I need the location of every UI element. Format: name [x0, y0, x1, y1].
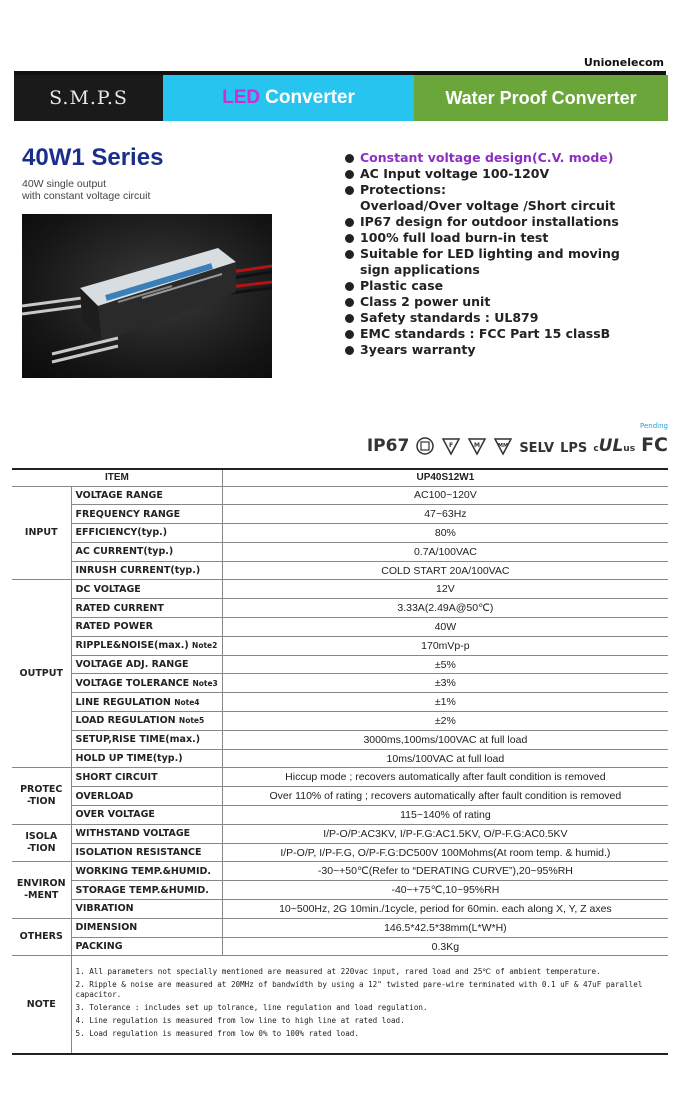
table-row [12, 918, 668, 937]
item-label: HOLD UP TIME(typ.) [75, 753, 183, 765]
feature-item [344, 262, 664, 278]
svg-text:MM: MM [498, 443, 509, 449]
row-value: -30~+50℃(Refer to “DERATING CURVE”),20~95%RH [222, 862, 668, 881]
cul-mark [593, 436, 635, 456]
mm-mark-icon [493, 436, 513, 456]
item-label: VIBRATION [75, 903, 134, 915]
subtitle-line: with constant voltage circuit [22, 190, 151, 202]
item-label: OVER VOLTAGE [75, 809, 155, 821]
table-row [12, 542, 668, 561]
bullet-icon [345, 346, 354, 355]
note-line: 3. Tolerance : includes set up tolrance, line regulation and load regulation. [75, 1002, 428, 1012]
item-label: STORAGE TEMP.&HUMID. [75, 884, 209, 896]
table-row [12, 505, 668, 524]
note-line: 5. Load regulation is measured from low 0% to 100% rated load. [75, 1028, 359, 1038]
item-label: VOLTAGE ADJ. RANGE [75, 659, 189, 671]
table-row [12, 900, 668, 919]
group-environment [12, 862, 71, 918]
bullet-icon [345, 218, 354, 227]
row-item [71, 580, 222, 599]
row-item [71, 542, 222, 561]
item-label: LOAD REGULATION [75, 715, 176, 727]
group-label: OTHERS [19, 931, 63, 943]
item-label: RATED POWER [75, 621, 153, 633]
table-row [12, 768, 668, 787]
row-item [71, 486, 222, 505]
feature-item [344, 246, 664, 262]
feature-text: Overload/Over voltage /Short circuit [360, 198, 616, 213]
feature-item [344, 342, 664, 358]
selv-mark: SELV [519, 441, 555, 456]
row-item [71, 561, 222, 580]
item-label: ISOLATION RESISTANCE [75, 847, 202, 859]
table-row [12, 787, 668, 806]
feature-text: EMC standards : FCC Part 15 classB [360, 326, 611, 341]
group-others [12, 918, 71, 956]
row-item [71, 881, 222, 900]
item-label: VOLTAGE TOLERANCE [75, 677, 190, 689]
feature-text: Safety standards : UL879 [360, 310, 539, 325]
product-image [22, 214, 272, 378]
item-label: SETUP,RISE TIME(max.) [75, 734, 201, 746]
item-label: RATED CURRENT [75, 602, 164, 614]
table-row [12, 806, 668, 825]
lps-mark: LPS [560, 441, 588, 456]
indent [344, 262, 360, 278]
row-item [71, 599, 222, 618]
row-value: 170mVp-p [222, 636, 668, 655]
item-label: PACKING [75, 941, 123, 953]
row-value: 10ms/100VAC at full load [222, 749, 668, 768]
row-value: ±1% [222, 693, 668, 712]
feature-text: Class 2 power unit [360, 294, 491, 309]
table-row [12, 749, 668, 768]
item-label: SHORT CIRCUIT [75, 771, 158, 783]
item-note: Note5 [178, 716, 205, 726]
pending-label: Pending [640, 422, 668, 430]
notes-body [71, 956, 668, 1054]
bullet-icon [345, 314, 354, 323]
bullet-icon [345, 330, 354, 339]
table-row [12, 693, 668, 712]
bullet-icon [345, 250, 354, 259]
group-label: NOTE [26, 998, 56, 1010]
m-mark-icon [467, 436, 487, 456]
group-input [12, 486, 71, 580]
row-item [71, 524, 222, 543]
item-label: INRUSH CURRENT(typ.) [75, 565, 201, 577]
row-value: I/P-O/P:AC3KV, I/P-F.G:AC1.5KV, O/P-F.G:AC0.5KV [222, 824, 668, 843]
group-label: ENVIRON -MENT [16, 878, 66, 902]
table-row [12, 881, 668, 900]
item-label: WITHSTAND VOLTAGE [75, 828, 191, 840]
group-label: OUTPUT [19, 667, 63, 679]
fcc-mark [640, 422, 668, 456]
note-line: 4. Line regulation is measured from low line to high line at rated load. [75, 1015, 405, 1025]
feature-item [344, 198, 664, 214]
row-item [71, 655, 222, 674]
item-label: VOLTAGE RANGE [75, 489, 163, 501]
row-item [71, 824, 222, 843]
cert-marks [366, 422, 668, 456]
row-value: 146.5*42.5*38mm(L*W*H) [222, 918, 668, 937]
item-label: FREQUENCY RANGE [75, 508, 181, 520]
item-note: Note2 [192, 641, 218, 651]
table-row [12, 618, 668, 637]
svg-text:M: M [474, 442, 481, 449]
spec-table [12, 468, 668, 1055]
f-mark-icon [441, 436, 461, 456]
row-item [71, 900, 222, 919]
group-label: PROTEC -TION [20, 784, 63, 808]
feature-text: 100% full load burn-in test [360, 230, 549, 245]
feature-item [344, 278, 664, 294]
row-item [71, 505, 222, 524]
item-label: OVERLOAD [75, 790, 134, 802]
feature-item [344, 310, 664, 326]
note-line: 1. All parameters not specially mentioned are measured at 220vac input, rared load and 25℃ of ambient temperature. [75, 967, 601, 977]
bullet-icon [345, 298, 354, 307]
table-header-row [12, 469, 668, 486]
table-row [12, 561, 668, 580]
feature-text: IP67 design for outdoor installations [360, 214, 619, 229]
row-item [71, 693, 222, 712]
table-row [12, 730, 668, 749]
row-value: Over 110% of rating ; recovers automatically after fault condition is removed [222, 787, 668, 806]
group-label: ISOLA -TION [25, 831, 58, 855]
bullet-icon [345, 186, 354, 195]
bullet-icon [345, 154, 354, 163]
item-label: EFFICIENCY(typ.) [75, 527, 168, 539]
item-label: AC CURRENT(typ.) [75, 546, 174, 558]
feature-text: Suitable for LED lighting and moving [360, 246, 620, 261]
band-led-converter[interactable] [163, 75, 414, 121]
row-value: Hiccup mode ; recovers automatically after fault condition is removed [222, 768, 668, 787]
group-label: INPUT [24, 526, 58, 538]
cul-c: c [593, 444, 599, 454]
group-isolation [12, 824, 71, 862]
row-value: 80% [222, 524, 668, 543]
series-subtitle [22, 178, 222, 202]
feature-list [344, 150, 664, 358]
table-row [12, 636, 668, 655]
row-value: 0.3Kg [222, 937, 668, 956]
feature-item [344, 214, 664, 230]
feature-item [344, 326, 664, 342]
row-value: 3000ms,100ms/100VAC at full load [222, 730, 668, 749]
bullet-icon [345, 170, 354, 179]
row-item [71, 937, 222, 956]
product-photo [22, 214, 272, 378]
row-value: 3.33A(2.49A@50℃) [222, 599, 668, 618]
row-value: 115~140% of rating [222, 806, 668, 825]
group-note [12, 956, 71, 1054]
feature-item [344, 150, 664, 166]
item-label: DIMENSION [75, 922, 138, 934]
fcc-letters: FC [641, 434, 668, 456]
cul-us: us [623, 444, 636, 454]
series-title: 40W1 Series [22, 144, 164, 171]
row-item [71, 787, 222, 806]
table-row [12, 486, 668, 505]
row-item [71, 730, 222, 749]
indent [344, 198, 360, 214]
feature-text: Constant voltage design(C.V. mode) [360, 150, 614, 165]
table-row [12, 524, 668, 543]
table-row [12, 862, 668, 881]
item-note: Note3 [192, 678, 218, 688]
led-word: LED [222, 87, 261, 108]
feature-item [344, 166, 664, 182]
bullet-icon [345, 282, 354, 291]
row-value: 10~500Hz, 2G 10min./1cycle, period for 60min. each along X, Y, Z axes [222, 900, 668, 919]
brand-name: Unionelecom [583, 56, 664, 69]
row-value: I/P-O/P, I/P-F.G, O/P-F.G:DC500V 100Mohms(At room temp. & humid.) [222, 843, 668, 862]
row-item [71, 618, 222, 637]
item-note: Note4 [174, 697, 200, 707]
row-item [71, 862, 222, 881]
band-waterproof[interactable]: Water Proof Converter [414, 75, 668, 121]
row-value: 0.7A/100VAC [222, 542, 668, 561]
double-insulation-icon [415, 436, 435, 456]
table-row [12, 843, 668, 862]
item-label: WORKING TEMP.&HUMID. [75, 865, 212, 877]
feature-text: AC Input voltage 100-120V [360, 166, 550, 181]
row-value: 40W [222, 618, 668, 637]
header-item: ITEM [12, 469, 222, 486]
row-item [71, 712, 222, 731]
row-item [71, 806, 222, 825]
cul-ul: UL [598, 436, 624, 456]
row-item [71, 768, 222, 787]
feature-text: sign applications [360, 262, 480, 277]
group-protection [12, 768, 71, 824]
notes-row [12, 956, 668, 1054]
row-value: ±3% [222, 674, 668, 693]
feature-text: Plastic case [360, 278, 444, 293]
row-value: 12V [222, 580, 668, 599]
row-value: AC100~120V [222, 486, 668, 505]
row-item [71, 636, 222, 655]
ip67-mark: IP67 [366, 436, 410, 456]
svg-text:F: F [449, 442, 454, 449]
row-item [71, 749, 222, 768]
row-item [71, 843, 222, 862]
group-output [12, 580, 71, 768]
row-value: 47~63Hz [222, 505, 668, 524]
table-row [12, 674, 668, 693]
table-row [12, 712, 668, 731]
note-line: 2. Ripple & noise are measured at 20MHz of bandwidth by using a 12" twisted pare-wire terminated with 0.1 uF & 47uF parallel capacitor. [75, 980, 643, 999]
band-smps[interactable]: S.M.P.S [14, 75, 163, 121]
row-value: COLD START 20A/100VAC [222, 561, 668, 580]
row-value: -40~+75℃,10~95%RH [222, 881, 668, 900]
table-row [12, 599, 668, 618]
feature-item [344, 230, 664, 246]
row-item [71, 674, 222, 693]
item-label: DC VOLTAGE [75, 583, 141, 595]
row-value: ±2% [222, 712, 668, 731]
feature-text: 3years warranty [360, 342, 476, 357]
bullet-icon [345, 234, 354, 243]
item-label: RIPPLE&NOISE(max.) [75, 640, 189, 652]
table-row [12, 824, 668, 843]
subtitle-line: 40W single output [22, 178, 107, 190]
feature-text: Protections: [360, 182, 446, 197]
converter-word: Converter [265, 87, 355, 108]
table-row [12, 937, 668, 956]
feature-item [344, 294, 664, 310]
row-item [71, 918, 222, 937]
item-label: LINE REGULATION [75, 696, 171, 708]
table-row [12, 655, 668, 674]
table-row [12, 580, 668, 599]
category-bands [14, 75, 668, 121]
header-model: UP40S12W1 [222, 469, 668, 486]
row-value: ±5% [222, 655, 668, 674]
feature-item [344, 182, 664, 198]
